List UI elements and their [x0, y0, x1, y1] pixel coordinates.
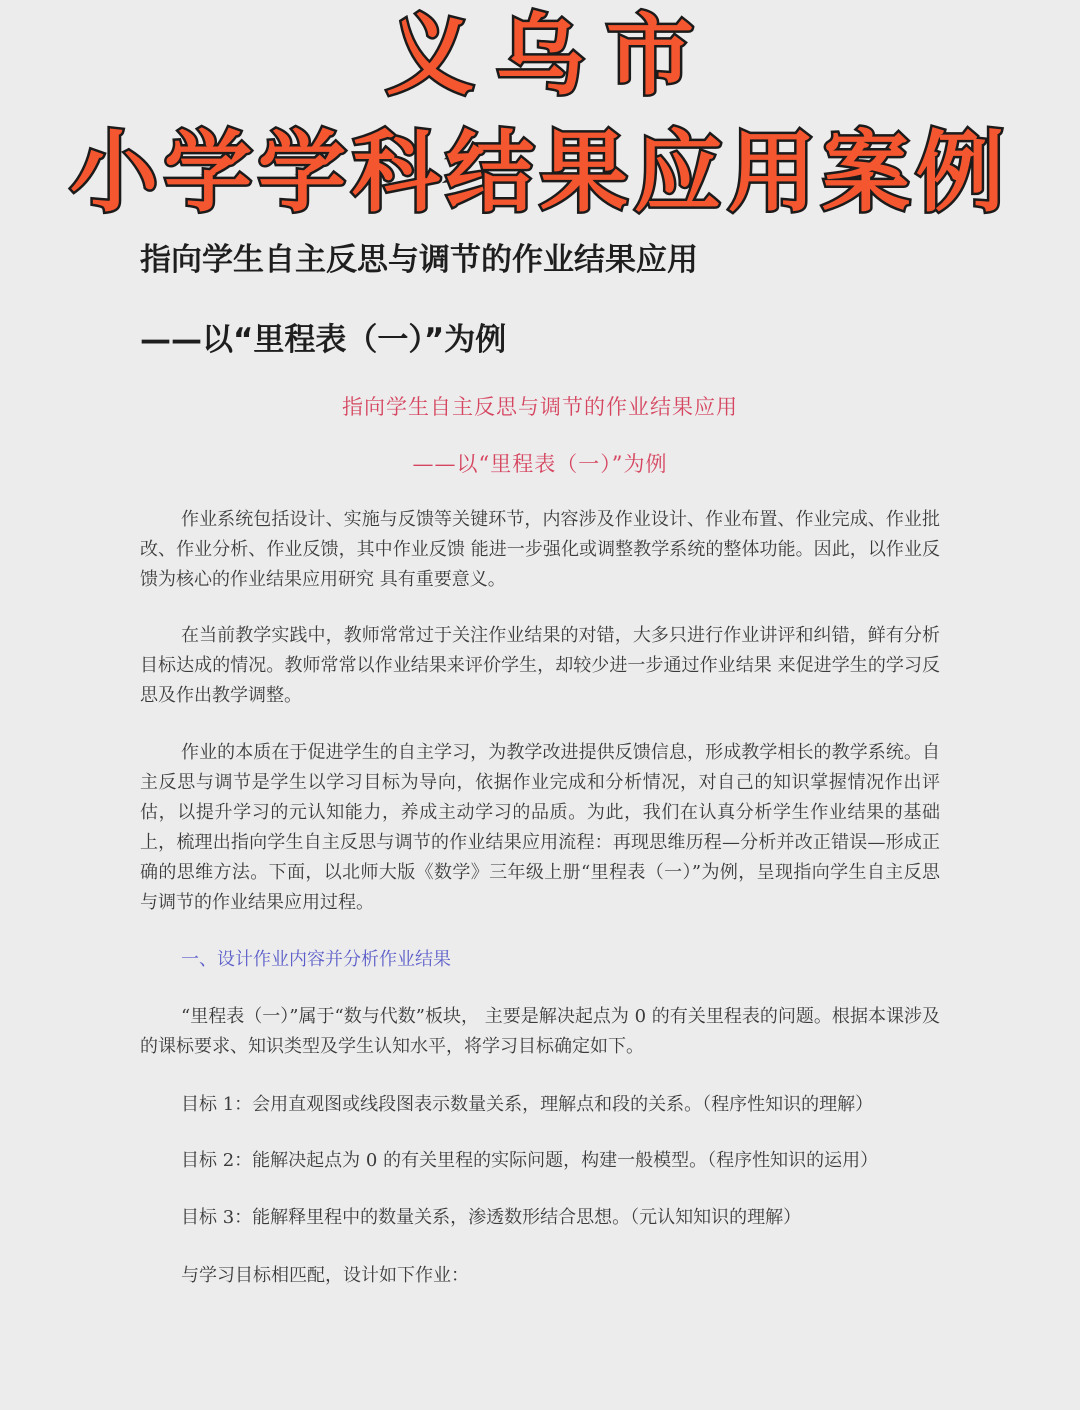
paragraph-section: “里程表（一）”属于“数与代数”板块， 主要是解决起点为 0 的有关里程表的问题。根据本课涉及的课标要求、知识类型及学生认知水平，将学习目标确定如下。 [140, 1006, 940, 1057]
goal-item: 目标 3：能解释里程中的数量关系，渗透数形结合思想。（元认知知识的理解） [181, 1207, 802, 1228]
goal-summary: 与学习目标相匹配，设计如下作业： [181, 1265, 469, 1286]
goal-item: 目标 2：能解决起点为 0 的有关里程的实际问题，构建一般模型。（程序性知识的运用） [181, 1150, 879, 1171]
paragraph-essence: 作业的本质在于促进学生的自主学习，为教学改进提供反馈信息，形成教学相长的教学系统。自主反思与调节是学生以学习目标为导向，依据作业完成和分析情况，对自己的知识掌握情况作出评估，以提升学习的元认知能力，养成主动学习的品质。为此，我们在认真分析学生作业结果的基础上，梳理出指向学生自主反思与调节的作业结果应用流程：再现思维历程—分析并改正错误—形成正确的思维方法。下面，以北师大版《数学》三年级上册“里程表（一）”为例，呈现指向学生自主反思与调节的作业结果应用过程。 [140, 742, 940, 913]
paragraph-intro: 作业系统包括设计、实施与反馈等关键环节，内容涉及作业设计、作业布置、作业完成、作业批改、作业分析、作业反馈，其中作业反馈 能进一步强化或调整教学系统的整体功能。因此，以作业反馈为核心的作业结果应用研究 具有重要意义。 [140, 509, 940, 590]
document-subtitle: ——以“里程表（一）”为例 [412, 452, 668, 476]
document-title: 指向学生自主反思与调节的作业结果应用 [342, 395, 738, 419]
header-title: 指向学生自主反思与调节的作业结果应用 [140, 242, 698, 278]
banner-subject-title: 小学学科结果应用案例 [69, 121, 1010, 224]
section-heading: 一、设计作业内容并分析作业结果 [181, 949, 451, 970]
banner-city-title: 义乌市 [385, 4, 716, 107]
header-subtitle: ——以“里程表（一）”为例 [140, 322, 507, 358]
paragraph-current-practice: 在当前教学实践中，教师常常过于关注作业结果的对错，大多只进行作业讲评和纠错，鲜有分析目标达成的情况。教师常常以作业结果来评价学生，却较少进一步通过作业结果 来促进学生的学习反思及作出教学调整。 [140, 625, 940, 706]
goal-item: 目标 1：会用直观图或线段图表示数量关系，理解点和段的关系。（程序性知识的理解） [181, 1094, 874, 1115]
